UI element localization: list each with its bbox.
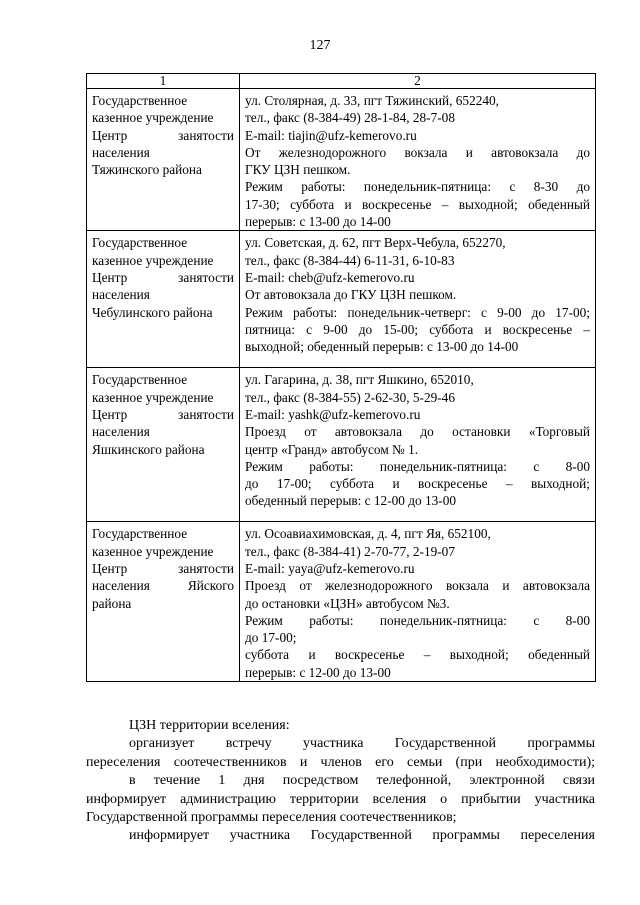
info-line: до 17-00; суббота и воскресенье – выходной;: [245, 476, 590, 492]
org-line: Яшкинского района: [92, 441, 205, 457]
email-line: E-mail: cheb@ufz-kemerovo.ru: [245, 269, 415, 285]
org-line: казенное учреждение: [92, 252, 214, 268]
org-line: Тяжинского района: [92, 162, 202, 178]
table-row: [87, 89, 596, 231]
paragraph-line: организует встречу участника Государственной программы: [129, 736, 595, 752]
org-line: Центр занятости: [92, 406, 234, 422]
info-line: Режим работы: понедельник-четверг: с 9-00 до 17-00;: [245, 304, 590, 320]
info-line: тел., факс (8-384-41) 2-70-77, 2-19-07: [245, 543, 455, 559]
org-line: Центр занятости: [92, 560, 234, 576]
org-line: Государственное: [92, 372, 188, 388]
info-line: ГКУ ЦЗН пешком.: [245, 162, 351, 178]
org-line: района: [92, 595, 132, 611]
table-header-row: [87, 74, 596, 89]
info-line: центр «Гранд» автобусом № 1.: [245, 441, 419, 457]
paragraph-line: информирует администрацию территории вселения о прибытии участника: [86, 791, 595, 807]
contact-info-cell: [240, 89, 596, 231]
info-line: ул. Советская, д. 62, пгт Верх-Чебула, 652270,: [245, 235, 506, 251]
org-line: Государственное: [92, 526, 188, 542]
org-line: казенное учреждение: [92, 110, 214, 126]
column-header: 2: [240, 74, 596, 89]
info-line: Режим работы: понедельник-пятница: с 8-30 до: [245, 179, 590, 195]
info-line: Проезд от автовокзала до остановки «Торговый: [245, 424, 590, 440]
info-line: Режим работы: понедельник-пятница: с 8-00: [245, 458, 590, 474]
org-line: Центр занятости: [92, 269, 234, 285]
info-line: ул. Осоавиахимовская, д. 4, пгт Яя, 652100,: [245, 526, 491, 542]
organization-cell: [87, 522, 240, 682]
org-line: Государственное: [92, 93, 188, 108]
organization-cell: [87, 231, 240, 368]
info-line: тел., факс (8-384-44) 6-11-31, 6-10-83: [245, 252, 455, 268]
organization-cell: [87, 368, 240, 522]
info-line: пятница: с 9-00 до 15-00; суббота и воскресенье –: [245, 321, 590, 337]
table-row: [87, 522, 596, 682]
org-line: Чебулинского района: [92, 304, 213, 320]
paragraph-line: Государственной программы переселения соотечественников;: [86, 810, 457, 826]
info-line: до остановки «ЦЗН» автобусом №3.: [245, 595, 450, 611]
info-line: От автовокзала до ГКУ ЦЗН пешком.: [245, 287, 457, 303]
email-line: E-mail: yaya@ufz-kemerovo.ru: [245, 560, 415, 576]
table-row: [87, 231, 596, 368]
info-line: ул. Гагарина, д. 38, пгт Яшкино, 652010,: [245, 372, 474, 388]
info-line: выходной; обеденный перерыв: с 13-00 до 14-00: [245, 339, 519, 355]
info-line: 17-30; суббота и воскресенье – выходной; обеденный: [245, 196, 590, 212]
org-line: населения Яйского: [92, 578, 234, 594]
contact-info-cell: [240, 231, 596, 368]
contact-info-cell: [240, 522, 596, 682]
org-line: казенное учреждение: [92, 389, 214, 405]
table-row: [87, 368, 596, 522]
body-text: [86, 717, 595, 846]
email-line: E-mail: yashk@ufz-kemerovo.ru: [245, 406, 421, 422]
info-line: Проезд от железнодорожного вокзала и автовокзала: [245, 578, 590, 594]
paragraph-line: переселения соотечественников и членов его семьи (при необходимости);: [86, 754, 595, 770]
info-line: ул. Столярная, д. 33, пгт Тяжинский, 652240,: [245, 93, 500, 108]
info-line: тел., факс (8-384-55) 2-62-30, 5-29-46: [245, 389, 455, 405]
org-line: Центр занятости: [92, 127, 234, 143]
info-line: Режим работы: понедельник-пятница: с 8-00: [245, 612, 590, 628]
organization-cell: [87, 89, 240, 231]
info-line: перерыв: с 13-00 до 14-00: [245, 214, 391, 230]
info-line: перерыв: с 12-00 до 13-00: [245, 664, 391, 680]
section-heading: ЦЗН территории вселения:: [129, 718, 290, 733]
page-number: 127: [309, 38, 331, 53]
column-header: 1: [87, 74, 240, 89]
employment-centers-table: [86, 73, 596, 682]
org-line: населения: [92, 287, 150, 303]
paragraph-line: в течение 1 дня посредством телефонной, электронной связи: [129, 773, 595, 789]
info-line: суббота и воскресенье – выходной; обеденный: [245, 647, 590, 663]
org-line: населения: [92, 424, 150, 440]
info-line: тел., факс (8-384-49) 28-1-84, 28-7-08: [245, 110, 455, 126]
info-line: От железнодорожного вокзала и автовокзала до: [245, 144, 590, 160]
paragraph-line: информирует участника Государственной программы переселения: [129, 828, 595, 844]
email-line: E-mail: tiajin@ufz-kemerovo.ru: [245, 127, 417, 143]
org-line: казенное учреждение: [92, 543, 214, 559]
contact-info-cell: [240, 368, 596, 522]
info-line: обеденный перерыв: с 12-00 до 13-00: [245, 493, 457, 509]
org-line: Государственное: [92, 235, 188, 251]
org-line: населения: [92, 144, 150, 160]
info-line: до 17-00;: [245, 630, 297, 646]
